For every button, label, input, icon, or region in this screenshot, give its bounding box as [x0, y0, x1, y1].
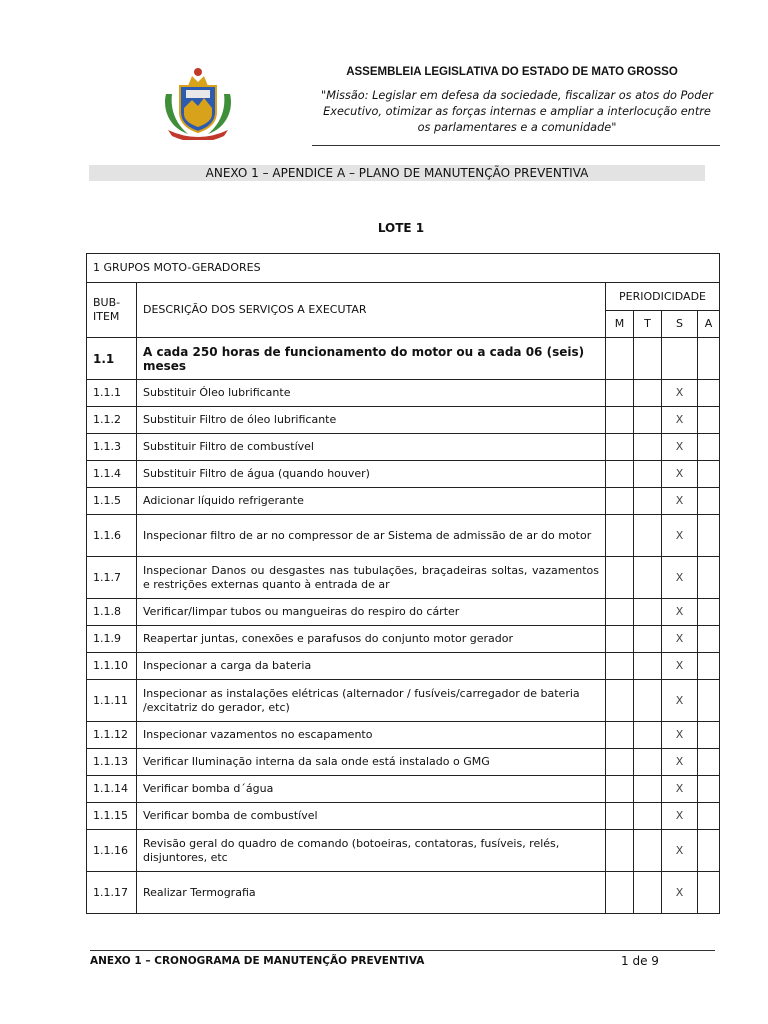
row-description: Verificar/limpar tubos ou mangueiras do respiro do cárter [137, 599, 606, 626]
mark-s: X [662, 749, 698, 776]
section-id: 1.1 [87, 338, 137, 380]
row-description: Substituir Filtro de óleo lubrificante [137, 407, 606, 434]
mark-s: X [662, 380, 698, 407]
mark-m [606, 599, 634, 626]
mark-a [698, 872, 720, 914]
maintenance-table [86, 253, 720, 914]
mark-t [634, 653, 662, 680]
mission-line: "Missão: Legislar em defesa da sociedade, fiscalizar os atos do Poder [321, 89, 713, 102]
mark-a [698, 749, 720, 776]
mark-a [698, 653, 720, 680]
table-row [87, 872, 720, 914]
mark-a [698, 488, 720, 515]
mark-a [698, 626, 720, 653]
table-row [87, 488, 720, 515]
row-description: Realizar Termografia [137, 872, 606, 914]
row-id: 1.1.9 [87, 626, 137, 653]
mark-s: X [662, 626, 698, 653]
row-description: Verificar Iluminação interna da sala onde está instalado o GMG [137, 749, 606, 776]
row-id: 1.1.16 [87, 830, 137, 872]
row-description: Substituir Filtro de combustível [137, 434, 606, 461]
mark-a [698, 599, 720, 626]
row-description: Inspecionar Danos ou desgastes nas tubulações, braçadeiras soltas, vazamentos e restrições externas quanto à entrada de ar [137, 557, 606, 599]
mark-s: X [662, 599, 698, 626]
table-row [87, 380, 720, 407]
mark-t [634, 380, 662, 407]
mark-a [698, 776, 720, 803]
org-name: ASSEMBLEIA LEGISLATIVA DO ESTADO DE MATO GROSSO [346, 66, 678, 78]
column-header-periodicity: PERIODICIDADE [606, 283, 720, 311]
mark-s: X [662, 434, 698, 461]
mark-m [606, 407, 634, 434]
mission-line: os parlamentares e a comunidade" [417, 121, 617, 134]
row-id: 1.1.10 [87, 653, 137, 680]
mark-s: X [662, 680, 698, 722]
mark-m [606, 515, 634, 557]
row-description: Verificar bomba de combustível [137, 803, 606, 830]
row-id: 1.1.15 [87, 803, 137, 830]
row-id: 1.1.13 [87, 749, 137, 776]
row-id: 1.1.6 [87, 515, 137, 557]
row-description: Inspecionar vazamentos no escapamento [137, 722, 606, 749]
mark-t [634, 872, 662, 914]
mark-m [606, 830, 634, 872]
period-header-a: A [698, 311, 720, 338]
mark-m [606, 872, 634, 914]
mark-t [634, 680, 662, 722]
mark-t [634, 626, 662, 653]
mark-a [698, 434, 720, 461]
section-row [87, 338, 720, 380]
mark-s: X [662, 803, 698, 830]
page-number: 1 de 9 [621, 954, 659, 968]
mark-s: X [662, 830, 698, 872]
table-row [87, 776, 720, 803]
table-row [87, 680, 720, 722]
table-row [87, 407, 720, 434]
table-row [87, 599, 720, 626]
mark-m [606, 653, 634, 680]
mark-m [606, 434, 634, 461]
mark-t [634, 599, 662, 626]
row-id: 1.1.14 [87, 776, 137, 803]
mark-t [634, 434, 662, 461]
table-row [87, 515, 720, 557]
mark-m [606, 680, 634, 722]
period-header-t: T [634, 311, 662, 338]
row-description: Reapertar juntas, conexões e parafusos do conjunto motor gerador [137, 626, 606, 653]
table-row [87, 830, 720, 872]
row-description: Substituir Óleo lubrificante [137, 380, 606, 407]
mark-s: X [662, 653, 698, 680]
mark-t [634, 803, 662, 830]
mark-a [698, 407, 720, 434]
annex-title: ANEXO 1 – APENDICE A – PLANO DE MANUTENÇÃO PREVENTIVA [89, 165, 705, 181]
mark-s: X [662, 722, 698, 749]
row-id: 1.1.12 [87, 722, 137, 749]
mark-m [606, 749, 634, 776]
mark-m [606, 626, 634, 653]
row-description: Inspecionar as instalações elétricas (alternador / fusíveis/carregador de bateria /excitatriz do gerador, etc) [137, 680, 606, 722]
column-header-item: BUB- ITEM [87, 283, 137, 338]
row-id: 1.1.1 [87, 380, 137, 407]
footer-divider [90, 950, 715, 951]
table-row [87, 557, 720, 599]
mark-t [634, 830, 662, 872]
mark-a [698, 680, 720, 722]
mark-a [698, 461, 720, 488]
mark-m [606, 722, 634, 749]
group-row [87, 254, 720, 283]
mark-a [698, 803, 720, 830]
footer-title: ANEXO 1 – CRONOGRAMA DE MANUTENÇÃO PREVENTIVA [90, 955, 425, 967]
table-row [87, 722, 720, 749]
row-id: 1.1.17 [87, 872, 137, 914]
mark-s: X [662, 488, 698, 515]
table-row [87, 653, 720, 680]
mark-m [606, 803, 634, 830]
header-divider [312, 145, 720, 146]
mission-line: Executivo, otimizar as forças internas e ampliar a interlocução entre [323, 105, 711, 118]
header-row [87, 283, 720, 311]
mark-s: X [662, 461, 698, 488]
mark-t [634, 557, 662, 599]
mark-m [606, 776, 634, 803]
mark-a [698, 557, 720, 599]
row-description: Inspecionar filtro de ar no compressor de ar Sistema de admissão de ar do motor [137, 515, 606, 557]
row-description: Substituir Filtro de água (quando houver) [137, 461, 606, 488]
period-header-s: S [662, 311, 698, 338]
table-row [87, 434, 720, 461]
mark-m [606, 557, 634, 599]
table-row [87, 803, 720, 830]
row-id: 1.1.8 [87, 599, 137, 626]
mark-a [698, 830, 720, 872]
mission-statement [312, 88, 722, 136]
mark-t [634, 488, 662, 515]
row-description: Inspecionar a carga da bateria [137, 653, 606, 680]
mark-a [698, 380, 720, 407]
row-id: 1.1.7 [87, 557, 137, 599]
row-id: 1.1.3 [87, 434, 137, 461]
mark-s: X [662, 515, 698, 557]
table-row [87, 461, 720, 488]
mark-s: X [662, 872, 698, 914]
column-header-description: DESCRIÇÃO DOS SERVIÇOS A EXECUTAR [137, 283, 606, 338]
mark-a [698, 722, 720, 749]
table-row [87, 626, 720, 653]
mark-t [634, 722, 662, 749]
mark-s: X [662, 776, 698, 803]
mark-m [606, 488, 634, 515]
table-body [87, 380, 720, 914]
row-id: 1.1.2 [87, 407, 137, 434]
mark-m [606, 380, 634, 407]
coat-of-arms-icon [158, 64, 238, 140]
row-id: 1.1.5 [87, 488, 137, 515]
mark-t [634, 515, 662, 557]
group-title: 1 GRUPOS MOTO-GERADORES [87, 254, 720, 283]
row-id: 1.1.11 [87, 680, 137, 722]
mark-t [634, 749, 662, 776]
mark-a [698, 515, 720, 557]
row-description: Revisão geral do quadro de comando (botoeiras, contatoras, fusíveis, relés, disjuntores, etc [137, 830, 606, 872]
row-description: Verificar bomba d´água [137, 776, 606, 803]
row-description: Adicionar líquido refrigerante [137, 488, 606, 515]
section-description: A cada 250 horas de funcionamento do motor ou a cada 06 (seis) meses [137, 338, 606, 380]
mark-m [606, 461, 634, 488]
mark-s: X [662, 557, 698, 599]
mark-s: X [662, 407, 698, 434]
mark-t [634, 407, 662, 434]
mark-t [634, 776, 662, 803]
period-header-m: M [606, 311, 634, 338]
lote-heading: LOTE 1 [377, 221, 425, 235]
mark-t [634, 461, 662, 488]
table-row [87, 749, 720, 776]
row-id: 1.1.4 [87, 461, 137, 488]
